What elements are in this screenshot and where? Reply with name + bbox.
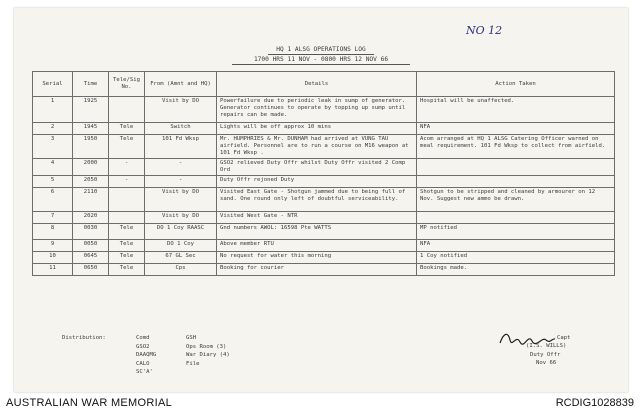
table-row [33,135,615,159]
log-title: HQ 1 ALSG OPERATIONS LOG [276,46,366,53]
cell-tele [109,211,145,223]
cell-time: 2110 [73,187,109,211]
distribution-item: DAAQMG [136,352,157,358]
cell-details: Visited East Gate - Shotgun jammed due to being full of sand. One round only left of doubtful serviceability. [217,187,417,211]
cell-action: MP notified [417,223,615,239]
header-from: From (Amnt and HQ) [145,72,217,97]
table-row [33,175,615,187]
cell-time: 0650 [73,263,109,275]
cell-serial: 3 [33,135,73,159]
cell-tele: Tele [109,223,145,239]
signature-rank: Capt [557,335,571,341]
distribution-item: CALO [136,360,150,367]
cell-from: - [145,175,217,187]
cell-serial: 6 [33,187,73,211]
table-row [33,123,615,135]
cell-serial: 10 [33,251,73,263]
cell-from: DO 1 Coy [145,239,217,251]
cell-action: Acom arranged at HQ 1 ALSG Catering Officer warned on meal requirement. 101 Fd Wksp to collect from airfield. [417,135,615,159]
cell-time: 2000 [73,159,109,176]
cell-from: Cps [145,263,217,275]
header-tele-sig: Tele/Sig No. [109,72,145,97]
table-row [33,159,615,176]
table-row [33,223,615,239]
cell-action: 1 Coy notified [417,251,615,263]
cell-from: Switch [145,123,217,135]
cell-tele: Tele [109,123,145,135]
table-row [33,97,615,123]
cell-serial: 4 [33,159,73,176]
cell-serial: 7 [33,211,73,223]
table-header-row [33,72,615,97]
cell-serial: 5 [33,175,73,187]
cell-time: 1925 [73,97,109,123]
cell-tele: Tele [109,135,145,159]
cell-time: 0050 [73,239,109,251]
table-row [33,239,615,251]
cell-serial: 2 [33,123,73,135]
distribution-item: GSH [186,335,197,341]
table-row [33,251,615,263]
table-row [33,263,615,275]
cell-from: - [145,159,217,176]
cell-details: Visited West Gate - NTR [217,211,417,223]
cell-details: Powerfailure due to periodic leak in sump of generator. Generator continues to operate by topping up sump until repairs can be made. [217,97,417,123]
cell-tele: - [109,159,145,176]
cell-details: Mr. HUMPHRIES & Mr. DUNHAM had arrived at VUNG TAU airfield. Personnel are to run a course on M16 weapon at 101 Fd Wksp . [217,135,417,159]
cell-details: Duty Offr rejoned Duty [217,175,417,187]
distribution-list-2 [186,334,230,368]
cell-action: Shotgun to be stripped and cleaned by armourer on 12 Nov. Suggest new ammo be drawn. [417,187,615,211]
cell-action [417,211,615,223]
period-underline [232,64,410,65]
title-underline [268,54,374,55]
cell-action: Bookings made. [417,263,615,275]
distribution-item: File [186,360,200,367]
cell-details: Gnd numbers AWOL: 16598 Pte WATTS [217,223,417,239]
cell-details: Lights will be off approx 10 mins [217,123,417,135]
handwritten-note: NO 12 [466,24,503,37]
cell-details: Above member RTU [217,239,417,251]
cell-tele: Tele [109,239,145,251]
distribution-item: Comd [136,335,150,341]
cell-serial: 9 [33,239,73,251]
header-action: Action Taken [417,72,615,97]
header-details: Details [217,72,417,97]
cell-time: 2050 [73,175,109,187]
cell-from: Visit by DO [145,187,217,211]
header-time: Time [73,72,109,97]
cell-tele [109,97,145,123]
table-row [33,211,615,223]
cell-tele: Tele [109,263,145,275]
operations-log-table [32,71,615,276]
distribution-item: Ops Room (3) [186,343,227,350]
cell-tele [109,187,145,211]
cell-action [417,175,615,187]
cell-from: DO 1 Coy RAASC [145,223,217,239]
cell-serial: 11 [33,263,73,275]
footer-record-id: RCDIG1028839 [555,397,634,409]
cell-time: 0030 [73,223,109,239]
archive-footer [0,396,640,413]
signature-role: Duty Offr [530,352,561,358]
cell-time: 0645 [73,251,109,263]
cell-action: Hospital will be unaffected. [417,97,615,123]
cell-details: GSO2 relieved Duty Offr whilst Duty Offr visited 2 Comp Ord [217,159,417,176]
cell-action: NFA [417,239,615,251]
cell-time: 2020 [73,211,109,223]
cell-details: Booking for courier [217,263,417,275]
cell-action: NFA [417,123,615,135]
cell-tele: - [109,175,145,187]
document-page [14,8,628,392]
table-body [33,97,615,276]
header-serial: Serial [33,72,73,97]
distribution-item: SC'A' [136,369,153,375]
cell-from: 67 GL Sec [145,251,217,263]
signature-name: (I.S. WILLS) [526,343,567,349]
cell-from: Visit by DO [145,97,217,123]
distribution-item: GSO2 [136,343,150,350]
signature-date: Nov 66 [536,360,557,366]
cell-details: No request for water this morning [217,251,417,263]
cell-time: 1950 [73,135,109,159]
log-period: 1700 HRS 11 NOV - 0800 HRS 12 NOV 66 [253,56,389,63]
cell-serial: 1 [33,97,73,123]
distribution-label: Distribution: [62,335,106,341]
cell-action [417,159,615,176]
cell-time: 1945 [73,123,109,135]
table-row [33,187,615,211]
footer-archive-name: AUSTRALIAN WAR MEMORIAL [6,397,173,409]
distribution-list-1 [136,334,156,377]
cell-from: 101 Fd Wksp [145,135,217,159]
cell-from: Visit by DO [145,211,217,223]
distribution-item: War Diary (4) [186,352,230,358]
cell-serial: 8 [33,223,73,239]
cell-tele: Tele [109,251,145,263]
